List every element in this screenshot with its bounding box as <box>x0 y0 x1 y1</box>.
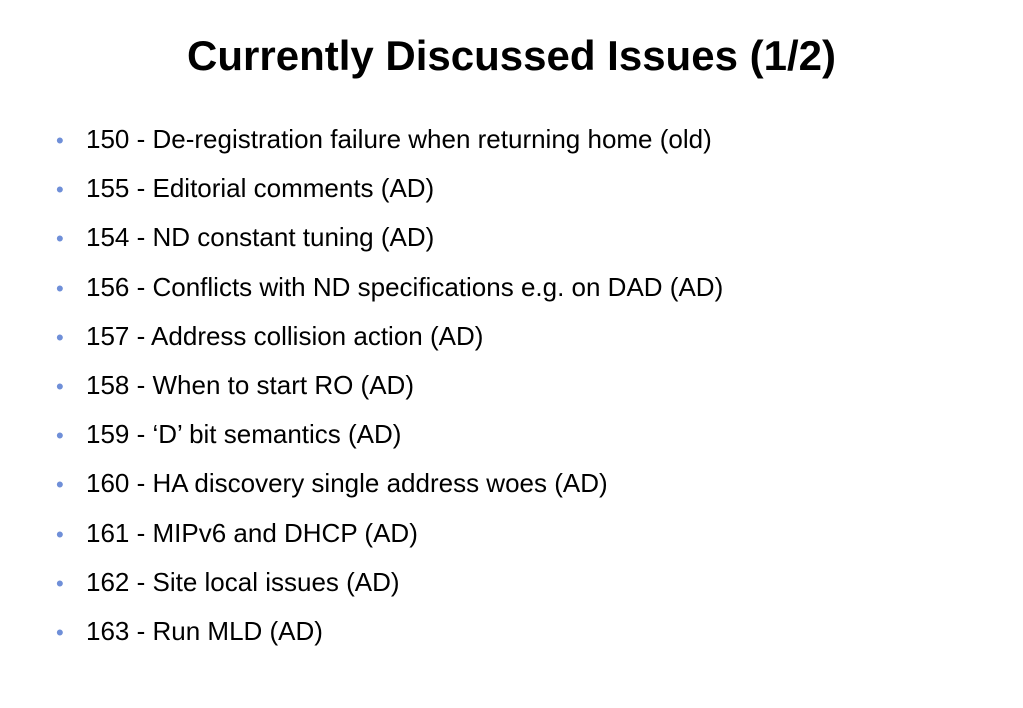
list-item-text: 159 - ‘D’ bit semantics (AD) <box>86 419 402 450</box>
list-item-text: 157 - Address collision action (AD) <box>86 320 484 351</box>
bullet-icon: • <box>56 472 64 498</box>
slide-title: Currently Discussed Issues (1/2) <box>187 32 836 79</box>
list-item-text: 150 - De-registration failure when returning home (old) <box>86 124 712 154</box>
bullet-icon: • <box>56 373 64 399</box>
list-item <box>56 264 723 313</box>
list-item-text: 162 - Site local issues (AD) <box>86 566 400 597</box>
list-item-text: 158 - When to start RO (AD) <box>86 369 414 400</box>
bullet-icon: • <box>56 570 64 596</box>
list-item <box>56 510 723 559</box>
list-item <box>56 165 723 214</box>
list-item <box>56 411 723 460</box>
bullet-icon: • <box>56 619 64 645</box>
list-item-text: 163 - Run MLD (AD) <box>86 615 323 646</box>
bullet-icon: • <box>56 275 64 301</box>
list-item <box>56 608 723 657</box>
list-item <box>56 116 723 165</box>
bullet-icon: • <box>56 423 64 449</box>
bullet-icon: • <box>56 324 64 350</box>
list-item-text: 154 - ND constant tuning (AD) <box>86 222 435 253</box>
list-item-text: 160 - HA discovery single address woes (AD) <box>86 468 608 499</box>
bullet-icon: • <box>56 226 64 252</box>
list-item-text: 156 - Conflicts with ND specifications e.g. on DAD (AD) <box>86 271 724 302</box>
bullet-icon: • <box>56 128 64 153</box>
list-item <box>56 362 723 411</box>
bullet-icon: • <box>56 177 64 203</box>
list-item <box>56 559 723 608</box>
list-item <box>56 313 723 362</box>
list-item <box>56 214 723 263</box>
bullet-icon: • <box>56 521 64 547</box>
bullet-list <box>56 116 723 657</box>
list-item-text: 155 - Editorial comments (AD) <box>86 173 435 204</box>
list-item-text: 161 - MIPv6 and DHCP (AD) <box>86 517 418 548</box>
list-item <box>56 460 723 509</box>
